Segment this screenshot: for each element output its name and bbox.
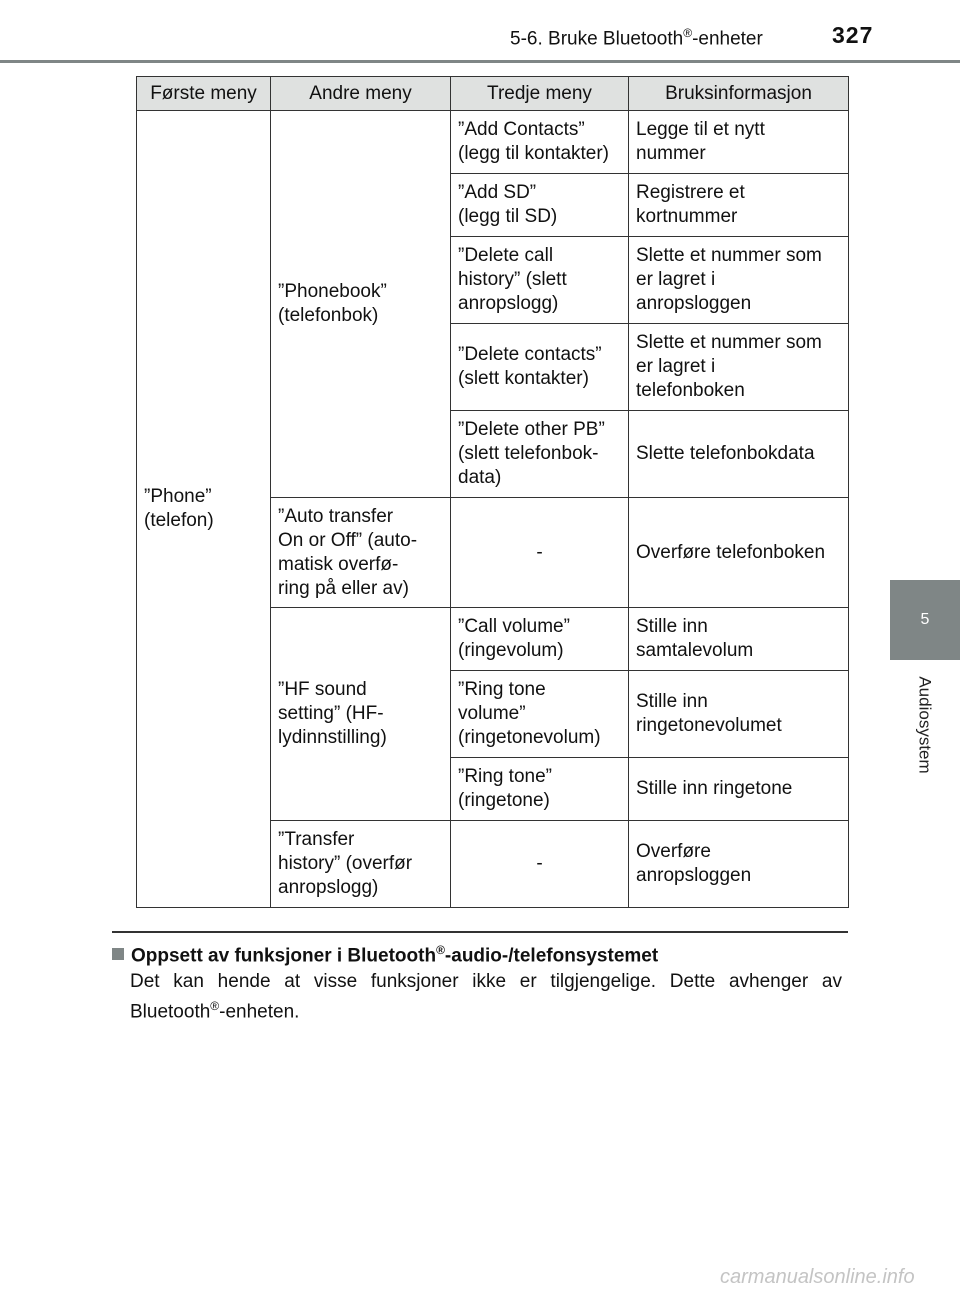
section-body: Det kan hende at visse funksjoner ikke er tilgjengelige. Dette avhenger av Bluetooth®-enheten. — [130, 971, 842, 1023]
info-cell: Stille inn ringetone — [629, 758, 849, 821]
second-menu-cell: ”Transfer history” (overfør anropslogg) — [271, 821, 451, 908]
section-divider — [112, 931, 848, 933]
first-menu-cell: ”Phone” (telefon) — [137, 111, 271, 908]
info-cell: Legge til et nytt nummer — [629, 111, 849, 174]
info-cell: Overføre telefonboken — [629, 498, 849, 608]
watermark: carmanualsonline.info — [720, 1266, 915, 1288]
third-menu-cell: ”Delete other PB” (slett telefonbok- data) — [451, 411, 629, 498]
third-menu-cell: ”Add Contacts” (legg til kontakter) — [451, 111, 629, 174]
third-menu-cell: - — [451, 498, 629, 608]
chapter-label: Audiosystem — [916, 676, 936, 774]
info-cell: Stille inn ringetonevolumet — [629, 671, 849, 758]
section-title: 5-6. Bruke Bluetooth®-enheter — [510, 26, 763, 50]
info-cell: Overføre anropsloggen — [629, 821, 849, 908]
table-header-row — [137, 77, 849, 111]
info-cell: Slette telefonbokdata — [629, 411, 849, 498]
third-menu-cell: ”Ring tone volume” (ringetonevolum) — [451, 671, 629, 758]
column-header: Andre meny — [271, 77, 451, 111]
second-menu-cell: ”Auto transfer On or Off” (auto- matisk overfø- ring på eller av) — [271, 498, 451, 608]
third-menu-cell: - — [451, 821, 629, 908]
info-cell: Stille inn samtalevolum — [629, 608, 849, 671]
chapter-tab: 5 — [890, 580, 960, 660]
second-menu-cell: ”HF sound setting” (HF- lydinnstilling) — [271, 608, 451, 821]
third-menu-cell: ”Call volume” (ringevolum) — [451, 608, 629, 671]
header-divider — [0, 60, 960, 63]
column-header: Bruksinformasjon — [629, 77, 849, 111]
page-number: 327 — [832, 22, 874, 48]
section-heading: Oppsett av funksjoner i Bluetooth®-audio-/telefonsystemet — [112, 943, 852, 967]
second-menu-cell: ”Phonebook” (telefonbok) — [271, 111, 451, 498]
third-menu-cell: ”Ring tone” (ringetone) — [451, 758, 629, 821]
info-cell: Registrere et kortnummer — [629, 174, 849, 237]
info-cell: Slette et nummer som er lagret i anropsloggen — [629, 237, 849, 324]
third-menu-cell: ”Add SD” (legg til SD) — [451, 174, 629, 237]
square-bullet-icon — [112, 948, 124, 960]
column-header: Første meny — [137, 77, 271, 111]
third-menu-cell: ”Delete contacts” (slett kontakter) — [451, 324, 629, 411]
third-menu-cell: ”Delete call history” (slett anropslogg) — [451, 237, 629, 324]
menu-table — [136, 76, 849, 908]
table-row — [137, 111, 849, 174]
info-cell: Slette et nummer som er lagret i telefonboken — [629, 324, 849, 411]
column-header: Tredje meny — [451, 77, 629, 111]
